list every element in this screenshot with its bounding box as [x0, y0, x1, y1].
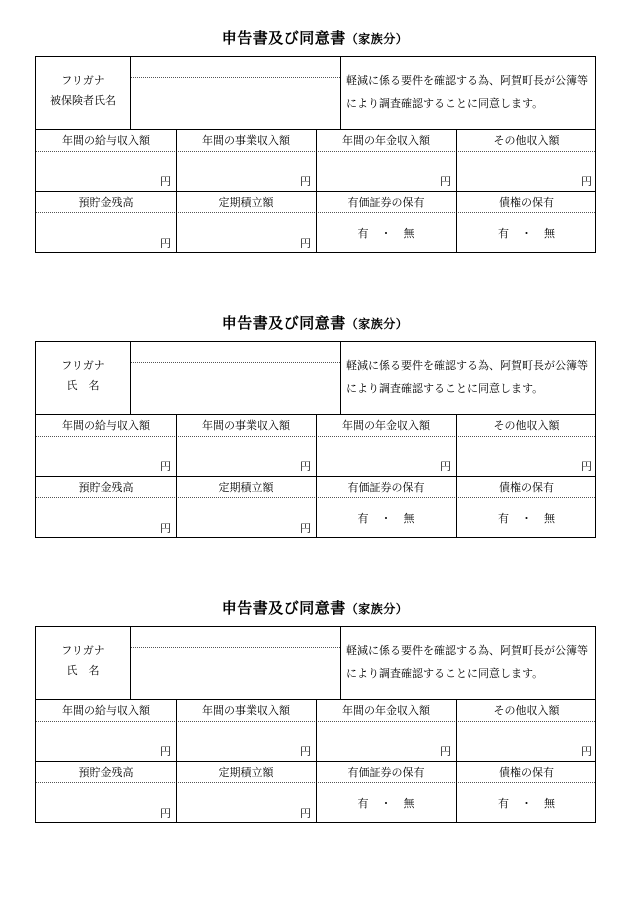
choice-no[interactable]: 無 — [403, 227, 415, 240]
income-header: その他収入額 — [493, 134, 560, 147]
choice-yes[interactable]: 有 — [498, 797, 509, 810]
furigana-label: フリガナ — [61, 644, 105, 657]
yen-unit: 円 — [300, 807, 311, 820]
asset-amount-input[interactable] — [36, 498, 176, 537]
income-header: 年間の年金収入額 — [342, 419, 430, 432]
yes-no-choice[interactable] — [456, 512, 597, 526]
yen-unit: 円 — [160, 745, 171, 758]
asset-header: 有価証券の保有 — [347, 481, 425, 494]
yen-unit: 円 — [160, 237, 171, 250]
furigana-input[interactable] — [131, 57, 340, 77]
income-header: 年間の年金収入額 — [342, 134, 430, 147]
consent-line-1: 軽減に係る要件を確認する為、阿賀町長が公簿等 — [346, 644, 588, 657]
asset-amount-input[interactable] — [36, 783, 176, 822]
income-header: その他収入額 — [493, 704, 560, 717]
choice-yes[interactable]: 有 — [357, 797, 369, 810]
income-amount-input[interactable] — [316, 152, 456, 191]
yen-unit: 円 — [160, 175, 171, 188]
asset-header: 有価証券の保有 — [347, 196, 425, 209]
income-amount-input[interactable] — [36, 152, 176, 191]
income-header: 年間の事業収入額 — [202, 134, 290, 147]
form-title — [0, 313, 630, 334]
yen-unit: 円 — [581, 175, 592, 188]
income-amount-input[interactable] — [316, 722, 456, 761]
choice-yes[interactable]: 有 — [357, 227, 369, 240]
yen-unit: 円 — [300, 522, 311, 535]
consent-line-2: により調査確認することに同意します。 — [346, 97, 544, 110]
name-label: 被保険者氏名 — [50, 94, 116, 107]
choice-no[interactable]: 無 — [544, 512, 555, 525]
income-header: 年間の事業収入額 — [202, 704, 290, 717]
asset-amount-input[interactable] — [176, 498, 316, 537]
income-header: その他収入額 — [493, 419, 560, 432]
asset-header: 債権の保有 — [499, 196, 554, 209]
choice-no[interactable]: 無 — [403, 512, 415, 525]
choice-separator: ・ — [380, 797, 392, 810]
income-amount-input[interactable] — [176, 722, 316, 761]
yen-unit: 円 — [300, 237, 311, 250]
yes-no-choice[interactable] — [316, 797, 456, 811]
name-input[interactable] — [131, 648, 340, 699]
income-header: 年間の給与収入額 — [62, 704, 150, 717]
choice-no[interactable]: 無 — [544, 227, 555, 240]
choice-separator: ・ — [380, 512, 392, 525]
furigana-input[interactable] — [131, 342, 340, 362]
form-table — [35, 56, 596, 253]
income-amount-input[interactable] — [36, 437, 176, 476]
name-input[interactable] — [131, 78, 340, 129]
asset-header: 債権の保有 — [499, 481, 554, 494]
choice-no[interactable]: 無 — [403, 797, 415, 810]
income-amount-input[interactable] — [36, 722, 176, 761]
choice-no[interactable]: 無 — [544, 797, 555, 810]
asset-header: 債権の保有 — [499, 766, 554, 779]
asset-header: 預貯金残高 — [78, 766, 134, 779]
asset-header: 有価証券の保有 — [347, 766, 425, 779]
income-header: 年間の年金収入額 — [342, 704, 430, 717]
furigana-label: フリガナ — [61, 359, 105, 372]
income-header: 年間の給与収入額 — [62, 134, 150, 147]
choice-yes[interactable]: 有 — [498, 512, 509, 525]
form-title-sub: （家族分） — [345, 317, 409, 331]
form-title-sub: （家族分） — [345, 32, 409, 46]
choice-separator: ・ — [521, 797, 532, 810]
asset-amount-input[interactable] — [36, 213, 176, 252]
income-amount-input[interactable] — [316, 437, 456, 476]
income-header: 年間の事業収入額 — [202, 419, 290, 432]
yen-unit: 円 — [440, 175, 451, 188]
yes-no-choice[interactable] — [456, 797, 597, 811]
yes-no-choice[interactable] — [316, 512, 456, 526]
form-title — [0, 598, 630, 619]
form-title — [0, 28, 630, 49]
income-amount-input[interactable] — [456, 722, 597, 761]
yen-unit: 円 — [300, 175, 311, 188]
consent-divider — [340, 342, 341, 414]
consent-line-1: 軽減に係る要件を確認する為、阿賀町長が公簿等 — [346, 74, 588, 87]
asset-header: 定期積立額 — [218, 481, 274, 494]
name-input[interactable] — [131, 363, 340, 414]
asset-header: 定期積立額 — [218, 766, 274, 779]
form-title-main: 申告書及び同意書 — [221, 599, 346, 617]
choice-separator: ・ — [380, 227, 392, 240]
yen-unit: 円 — [440, 745, 451, 758]
yes-no-choice[interactable] — [316, 227, 456, 241]
form-table — [35, 626, 596, 823]
income-amount-input[interactable] — [456, 437, 597, 476]
form-title-sub: （家族分） — [345, 602, 409, 616]
asset-amount-input[interactable] — [176, 213, 316, 252]
furigana-input[interactable] — [131, 627, 340, 647]
income-amount-input[interactable] — [176, 152, 316, 191]
yen-unit: 円 — [300, 745, 311, 758]
yen-unit: 円 — [300, 460, 311, 473]
choice-yes[interactable]: 有 — [357, 512, 369, 525]
income-amount-input[interactable] — [456, 152, 597, 191]
asset-header: 定期積立額 — [218, 196, 274, 209]
yen-unit: 円 — [160, 460, 171, 473]
form-title-main: 申告書及び同意書 — [221, 29, 346, 47]
name-label: 氏 名 — [66, 664, 100, 677]
consent-line-2: により調査確認することに同意します。 — [346, 382, 544, 395]
yen-unit: 円 — [440, 460, 451, 473]
consent-divider — [340, 57, 341, 129]
asset-header: 預貯金残高 — [78, 196, 134, 209]
income-amount-input[interactable] — [176, 437, 316, 476]
choice-yes[interactable]: 有 — [498, 227, 509, 240]
consent-line-2: により調査確認することに同意します。 — [346, 667, 544, 680]
yes-no-choice[interactable] — [456, 227, 597, 241]
yen-unit: 円 — [160, 522, 171, 535]
asset-header: 預貯金残高 — [78, 481, 134, 494]
name-label: 氏 名 — [66, 379, 100, 392]
yen-unit: 円 — [581, 745, 592, 758]
consent-line-1: 軽減に係る要件を確認する為、阿賀町長が公簿等 — [346, 359, 588, 372]
yen-unit: 円 — [160, 807, 171, 820]
choice-separator: ・ — [521, 227, 532, 240]
form-table — [35, 341, 596, 538]
consent-divider — [340, 627, 341, 699]
choice-separator: ・ — [521, 512, 532, 525]
yen-unit: 円 — [581, 460, 592, 473]
furigana-label: フリガナ — [61, 74, 105, 87]
form-title-main: 申告書及び同意書 — [221, 314, 346, 332]
income-header: 年間の給与収入額 — [62, 419, 150, 432]
asset-amount-input[interactable] — [176, 783, 316, 822]
